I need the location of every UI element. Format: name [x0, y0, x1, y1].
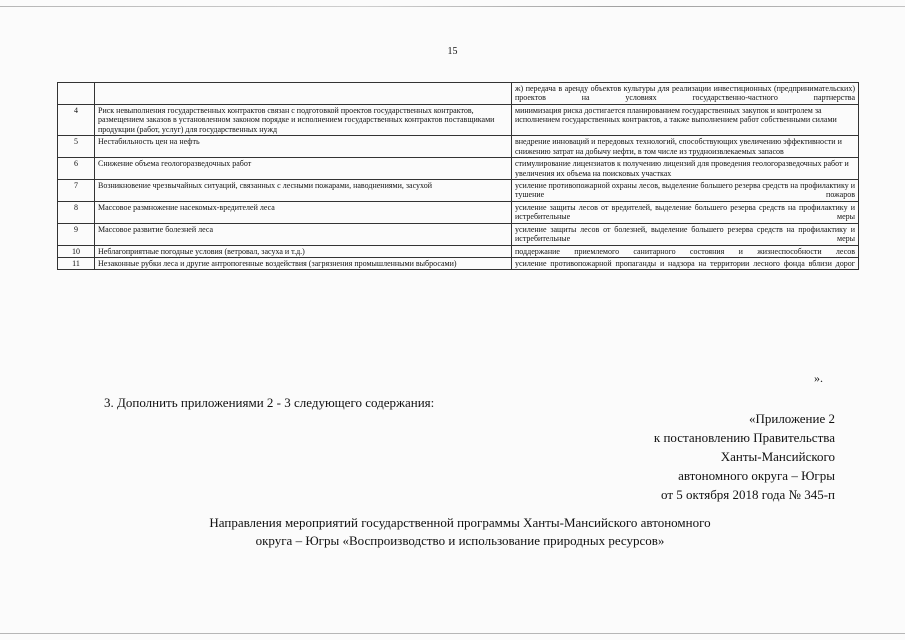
table-row [58, 223, 859, 245]
scan-edge-top [0, 6, 905, 7]
row-number: 7 [58, 179, 95, 201]
row-number: 11 [58, 258, 95, 270]
risk-table [57, 82, 859, 270]
appendix-line: Ханты-Мансийского [720, 449, 835, 464]
mitigation-measure: внедрение инноваций и передовых технологий, способствующих увеличению эффективности и снижению затрат на добычу нефти, в том числе из трудноизвлекаемых запасов [512, 136, 859, 158]
mitigation-measure: ж) передача в аренду объектов культуры для реализации инвестиционных (предпринимательских) проектов на условиях государственно-частного партнерства [512, 83, 859, 105]
appendix-header [535, 409, 835, 504]
amendment-item-text: 3. Дополнить приложениями 2 - 3 следующего содержания: [104, 395, 435, 410]
row-number: 8 [58, 201, 95, 223]
risk-description: Массовое размножение насекомых-вредителей леса [95, 201, 512, 223]
mitigation-measure: усиление противопожарной пропаганды и надзора на территории лесного фонда вблизи дорог [512, 258, 859, 270]
mitigation-measure: усиление защиты лесов от болезней, выделение большего резерва средств на профилактику и истребительные меры [512, 223, 859, 245]
risk-description: Возникновение чрезвычайных ситуаций, связанных с лесными пожарами, наводнениями, засухой [95, 179, 512, 201]
appendix-line: «Приложение 2 [748, 411, 835, 426]
risk-description: Снижение объема геологоразведочных работ [95, 158, 512, 180]
heading-line: округа – Югры «Воспроизводство и использование природных ресурсов» [255, 533, 665, 548]
risk-description: Риск невыполнения государственных контрактов связан с подготовкой проектов государственных контрактов, размещением заказов в установленном законом порядке и исполнением государственных контрактов поставщиками продукции (работ, услуг) для государственных нужд [95, 104, 512, 135]
row-number: 9 [58, 223, 95, 245]
heading-line: Направления мероприятий государственной программы Ханты-Мансийского автономного [209, 515, 711, 530]
section-heading [150, 514, 770, 550]
appendix-line: автономного округа – Югры [678, 468, 835, 483]
row-number: 10 [58, 245, 95, 257]
closing-quote: ». [814, 371, 823, 385]
mitigation-measure: усиление противопожарной охраны лесов, выделение большего резерва средств на профилактику и тушение пожаров [512, 179, 859, 201]
page-number: 15 [447, 46, 458, 57]
appendix-line: от 5 октября 2018 года № 345-п [661, 487, 835, 502]
table-row [58, 136, 859, 158]
table-row [58, 258, 859, 270]
table-row [58, 179, 859, 201]
mitigation-measure: стимулирование лицензиатов к получению лицензий для проведения геологоразведочных работ и увеличения их объема на поисковых участках [512, 158, 859, 180]
appendix-line: к постановлению Правительства [653, 430, 835, 445]
row-number [58, 83, 95, 105]
scan-edge-bottom [0, 633, 905, 634]
risk-description: Массовое развитие болезней леса [95, 223, 512, 245]
mitigation-measure: минимизация риска достигается планированием государственных закупок и контролем за исполнением государственных контрактов, а также выполнением работ собственными силами [512, 104, 859, 135]
row-number: 6 [58, 158, 95, 180]
row-number: 4 [58, 104, 95, 135]
risk-description: Нестабильность цен на нефть [95, 136, 512, 158]
row-number: 5 [58, 136, 95, 158]
mitigation-measure: усиление защиты лесов от вредителей, выделение большего резерва средств на профилактику и истребительные меры [512, 201, 859, 223]
table-row [58, 83, 859, 105]
risk-description [95, 83, 512, 105]
table-row [58, 104, 859, 135]
risk-description: Незаконные рубки леса и другие антропогенные воздействия (загрязнения промышленными выбросами) [95, 258, 512, 270]
table-row [58, 158, 859, 180]
mitigation-measure: поддержание приемлемого санитарного состояния и жизнеспособности лесов [512, 245, 859, 257]
table-row [58, 245, 859, 257]
table-row [58, 201, 859, 223]
risk-description: Неблагоприятные погодные условия (ветровал, засуха и т.д.) [95, 245, 512, 257]
